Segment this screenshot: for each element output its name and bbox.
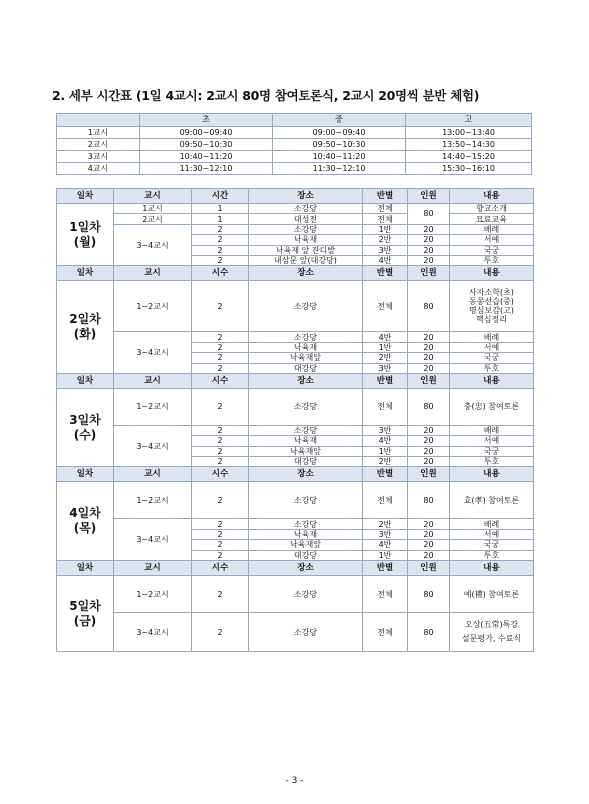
cell: 3반	[363, 425, 408, 435]
cell: 3~4교시	[114, 224, 192, 266]
cell: 소강당	[249, 388, 363, 425]
cell: 투호	[450, 550, 534, 560]
header-cell: 인원	[408, 467, 450, 482]
cell: 내삼문 앞(대강당)	[249, 255, 363, 265]
table-row	[57, 151, 532, 163]
page-number: - 3 -	[285, 776, 304, 786]
table-row	[57, 519, 534, 529]
cell: 오상(五常)특강 설문평가, 수료식	[450, 613, 534, 652]
cell: 전체	[363, 388, 408, 425]
cell: 11:30~12:10	[140, 163, 273, 175]
cell: 3~4교시	[114, 519, 192, 561]
header-cell: 일차	[57, 266, 114, 281]
header-cell: 교시	[114, 266, 192, 281]
header-cell: 일차	[57, 467, 114, 482]
cell: 09:50~10:30	[273, 139, 406, 151]
cell: 배례	[450, 519, 534, 529]
cell: 4반	[363, 255, 408, 265]
header-cell: 반별	[363, 189, 408, 204]
cell: 2반	[363, 519, 408, 529]
cell: 전체	[363, 482, 408, 519]
cell: 소강당	[249, 332, 363, 342]
day-label: 3일차 (수)	[57, 388, 114, 467]
cell: 2	[192, 224, 249, 234]
cell: 2	[192, 255, 249, 265]
cell: 전체	[363, 204, 408, 214]
cell: 서예	[450, 529, 534, 539]
header-cell: 장소	[249, 373, 363, 388]
day-label: 4일차 (목)	[57, 482, 114, 561]
cell: 20	[408, 353, 450, 363]
cell: 20	[408, 519, 450, 529]
cell: 소강당	[249, 613, 363, 652]
cell: 20	[408, 550, 450, 560]
cell: 20	[408, 363, 450, 373]
cell: 80	[408, 204, 450, 225]
cell: 20	[408, 332, 450, 342]
cell: 2	[192, 235, 249, 245]
day-label: 1일차 (월)	[57, 204, 114, 266]
cell: 국궁	[450, 353, 534, 363]
cell: 예(禮) 참여토론	[450, 576, 534, 613]
table-row	[57, 214, 534, 224]
cell: 80	[408, 576, 450, 613]
cell: 3반	[363, 363, 408, 373]
cell: 1반	[363, 550, 408, 560]
cell: 소강당	[249, 425, 363, 435]
header-cell: 인원	[408, 561, 450, 576]
cell: 4반	[363, 436, 408, 446]
header-cell: 장소	[249, 561, 363, 576]
cell: 4반	[363, 540, 408, 550]
cell: 투호	[450, 363, 534, 373]
cell: 13:00~13:40	[406, 127, 532, 139]
table-row	[57, 425, 534, 435]
cell: 묘료교육	[450, 214, 534, 224]
table-header-row	[57, 373, 534, 388]
cell: 20	[408, 245, 450, 255]
period-time-table	[56, 113, 532, 175]
cell: 대성전	[249, 214, 363, 224]
cell: 11:30~12:10	[273, 163, 406, 175]
cell: 전체	[363, 281, 408, 332]
table-row	[57, 139, 532, 151]
cell: 20	[408, 540, 450, 550]
cell: 2	[192, 529, 249, 539]
cell: 배례	[450, 224, 534, 234]
table-header-row	[57, 114, 532, 127]
cell: 소강당	[249, 576, 363, 613]
header-cell: 시수	[192, 467, 249, 482]
cell: 2반	[363, 353, 408, 363]
cell: 국궁	[450, 446, 534, 456]
cell: 2	[192, 457, 249, 467]
header-cell: 고	[406, 114, 532, 127]
cell: 낙육재	[249, 529, 363, 539]
cell: 2	[192, 576, 249, 613]
cell: 2	[192, 613, 249, 652]
table-row	[57, 482, 534, 519]
cell: 국궁	[450, 540, 534, 550]
cell: 국궁	[450, 245, 534, 255]
day-label: 5일차 (금)	[57, 576, 114, 652]
header-cell: 반별	[363, 467, 408, 482]
header-cell: 교시	[114, 467, 192, 482]
cell: 낙육재앞	[249, 446, 363, 456]
cell: 2	[192, 245, 249, 255]
cell: 20	[408, 436, 450, 446]
cell: 3반	[363, 529, 408, 539]
cell: 1~2교시	[114, 388, 192, 425]
header-cell: 시간	[192, 189, 249, 204]
cell: 2	[192, 281, 249, 332]
cell: 서예	[450, 235, 534, 245]
cell: 3~4교시	[114, 425, 192, 467]
cell: 2반	[363, 235, 408, 245]
cell: 서예	[450, 436, 534, 446]
cell: 20	[408, 446, 450, 456]
cell: 대강당	[249, 363, 363, 373]
cell: 2	[192, 436, 249, 446]
header-cell: 일차	[57, 561, 114, 576]
header-cell: 일차	[57, 189, 114, 204]
table-row	[57, 127, 532, 139]
cell: 80	[408, 281, 450, 332]
cell: 투호	[450, 457, 534, 467]
cell: 2	[192, 540, 249, 550]
cell: 13:50~14:30	[406, 139, 532, 151]
cell: 낙육재	[249, 342, 363, 352]
header-cell: 교시	[114, 373, 192, 388]
cell: 2교시	[114, 214, 192, 224]
header-cell: 반별	[363, 373, 408, 388]
cell: 09:00~09:40	[140, 127, 273, 139]
cell: 3교시	[57, 151, 140, 163]
cell: 2	[192, 519, 249, 529]
cell: 전체	[363, 214, 408, 224]
cell: 소강당	[249, 519, 363, 529]
cell: 3~4교시	[114, 332, 192, 374]
header-cell: 시수	[192, 561, 249, 576]
cell: 80	[408, 388, 450, 425]
cell: 2	[192, 482, 249, 519]
cell: 배례	[450, 425, 534, 435]
cell: 2	[192, 425, 249, 435]
header-cell: 장소	[249, 189, 363, 204]
header-cell	[57, 114, 140, 127]
cell: 20	[408, 425, 450, 435]
header-cell: 교시	[114, 189, 192, 204]
cell: 2	[192, 353, 249, 363]
cell: 2	[192, 332, 249, 342]
cell: 2반	[363, 457, 408, 467]
table-header-row	[57, 266, 534, 281]
cell: 향교소개	[450, 204, 534, 214]
cell: 1~2교시	[114, 281, 192, 332]
table-header-row	[57, 561, 534, 576]
cell: 2	[192, 363, 249, 373]
cell: 전체	[363, 613, 408, 652]
cell: 3~4교시	[114, 613, 192, 652]
cell: 20	[408, 457, 450, 467]
cell: 80	[408, 482, 450, 519]
cell: 배례	[450, 332, 534, 342]
cell: 대강당	[249, 550, 363, 560]
table-row	[57, 388, 534, 425]
section-heading: 2. 세부 시간표 (1일 4교시: 2교시 80명 참여토론식, 2교시 20명씩 분반 체험)	[52, 88, 480, 103]
table-header-row	[57, 189, 534, 204]
cell: 낙육재 앞 잔디밭	[249, 245, 363, 255]
cell: 14:40~15:20	[406, 151, 532, 163]
table-row	[57, 204, 534, 214]
table-row	[57, 576, 534, 613]
header-cell: 내용	[450, 467, 534, 482]
header-cell: 내용	[450, 266, 534, 281]
header-cell: 반별	[363, 266, 408, 281]
cell: 15:30~16:10	[406, 163, 532, 175]
cell: 20	[408, 342, 450, 352]
header-cell: 시수	[192, 373, 249, 388]
cell: 1반	[363, 224, 408, 234]
header-cell: 인원	[408, 189, 450, 204]
table-header-row	[57, 467, 534, 482]
cell: 2	[192, 342, 249, 352]
cell: 소강당	[249, 224, 363, 234]
table-row	[57, 163, 532, 175]
cell: 사자소학(초) 동몽선습(중) 명심보감(고) 핵심정리	[450, 281, 534, 332]
table-row	[57, 332, 534, 342]
cell: 80	[408, 613, 450, 652]
cell: 낙육재앞	[249, 540, 363, 550]
cell: 4교시	[57, 163, 140, 175]
header-cell: 시수	[192, 266, 249, 281]
cell: 1~2교시	[114, 482, 192, 519]
cell: 낙육재앞	[249, 353, 363, 363]
cell: 소강당	[249, 204, 363, 214]
header-cell: 일차	[57, 373, 114, 388]
cell: 3반	[363, 245, 408, 255]
header-cell: 내용	[450, 373, 534, 388]
cell: 20	[408, 529, 450, 539]
cell: 2	[192, 446, 249, 456]
cell: 낙육재	[249, 436, 363, 446]
cell: 2	[192, 388, 249, 425]
header-cell: 초	[140, 114, 273, 127]
table-row	[57, 613, 534, 652]
cell: 09:50~10:30	[140, 139, 273, 151]
cell: 1	[192, 214, 249, 224]
header-cell: 인원	[408, 266, 450, 281]
header-cell: 반별	[363, 561, 408, 576]
cell: 2교시	[57, 139, 140, 151]
cell: 20	[408, 235, 450, 245]
cell: 효(孝) 참여토론	[450, 482, 534, 519]
cell: 투호	[450, 255, 534, 265]
cell: 소강당	[249, 281, 363, 332]
cell: 1반	[363, 342, 408, 352]
cell: 1반	[363, 446, 408, 456]
cell: 1교시	[57, 127, 140, 139]
cell: 2	[192, 550, 249, 560]
header-cell: 장소	[249, 467, 363, 482]
cell: 1교시	[114, 204, 192, 214]
cell: 대강당	[249, 457, 363, 467]
cell: 1~2교시	[114, 576, 192, 613]
cell: 20	[408, 224, 450, 234]
cell: 09:00~09:40	[273, 127, 406, 139]
cell: 1	[192, 204, 249, 214]
header-cell: 장소	[249, 266, 363, 281]
cell: 10:40~11:20	[273, 151, 406, 163]
table-row	[57, 281, 534, 332]
header-cell: 인원	[408, 373, 450, 388]
cell: 소강당	[249, 482, 363, 519]
cell: 충(忠) 참여토론	[450, 388, 534, 425]
day-label: 2일차 (화)	[57, 281, 114, 374]
table-row	[57, 224, 534, 234]
header-cell: 내용	[450, 561, 534, 576]
cell: 20	[408, 255, 450, 265]
daily-schedule-table	[56, 188, 534, 652]
header-cell: 내용	[450, 189, 534, 204]
cell: 낙육재	[249, 235, 363, 245]
cell: 전체	[363, 576, 408, 613]
cell: 4반	[363, 332, 408, 342]
cell: 10:40~11:20	[140, 151, 273, 163]
header-cell: 중	[273, 114, 406, 127]
header-cell: 교시	[114, 561, 192, 576]
cell: 서예	[450, 342, 534, 352]
